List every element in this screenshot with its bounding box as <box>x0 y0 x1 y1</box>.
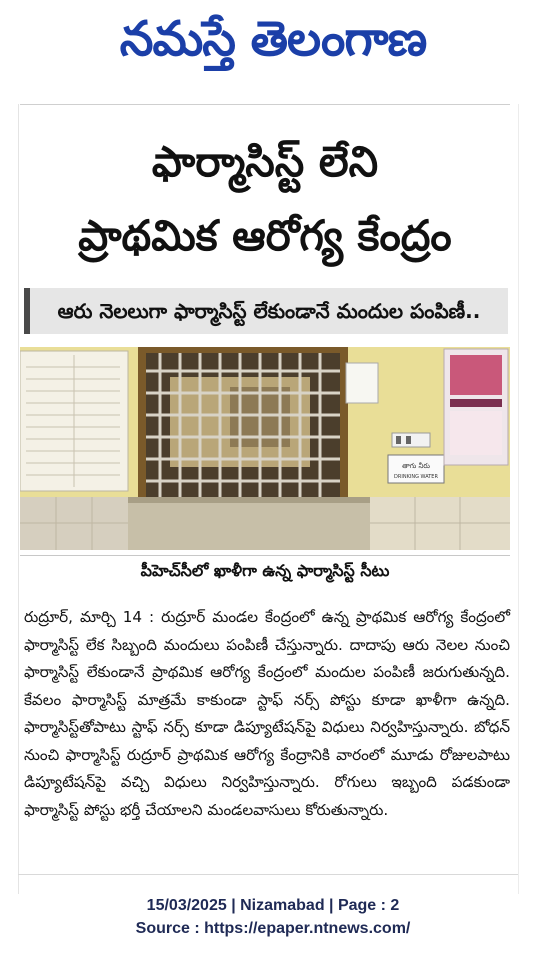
source-info: Source : https://epaper.ntnews.com/ <box>135 920 411 937</box>
article-photo <box>20 347 510 550</box>
sign-text: తాగు నీరు <box>402 462 430 470</box>
clipping-left-border <box>18 104 19 894</box>
bottom-divider <box>18 874 518 875</box>
sign-subtext: DRINKING WATER <box>394 474 438 480</box>
photo-illustration <box>20 347 510 550</box>
article-body: రుద్రూర్, మార్చి 14 : రుద్రూర్ మండల కేంద్రంలో ఉన్న ప్రాథమిక ఆరోగ్య కేంద్రంలో ఫార్మాసిస్ట్ లేక సిబ్బంది మందులు పంపిణీ చేస్తున్నారు. దాదాపు ఆరు నెలల నుంచి ఫార్మాసిస్ట్ లేకుండానే ప్రాథమిక ఆరోగ్య కేంద్రంలో మందుల పంపిణీ జరుగుతున్నది. కేవలం ఫార్మాసిస్ట్ మాత్రమే కాకుండా స్టాఫ్ నర్స్ పోస్టు కూడా ఖాళీగా ఉన్నది. ఫార్మాసిస్ట్‌తోపాటు స్టాఫ్ నర్స్ కూడా డిప్యూటేషన్‌పై విధులు నిర్వహిస్తున్నారు. బోధన్ నుంచి ఫార్మాసిస్ట్ రుద్రూర్ ప్రాథమిక ఆరోగ్య కేంద్రానికి వారంలో మూడు రోజులపాటు డిప్యూటేషన్‌పై వచ్చి విధులు నిర్వహిస్తున్నారు. రోగులు ఇబ్బంది పడకుండా ఫార్మాసిస్ట్ పోస్టు భర్తీ చేయాలని మండలవాసులు కోరుతున్నారు. <box>24 608 510 819</box>
clipping-right-border <box>518 104 519 894</box>
headline-line-1: ఫార్మాసిస్ట్ లేని <box>151 137 379 186</box>
edition-info: 15/03/2025 | Nizamabad | Page : 2 <box>146 897 400 914</box>
masthead-title: నమస్తే తెలంగాణ <box>119 11 427 67</box>
headline-line-2: ప్రాథమిక ఆరోగ్య కేంద్రం <box>78 211 452 260</box>
photo-caption: పీహెచ్‌సీలో ఖాళీగా ఉన్న ఫార్మాసిస్ట్ సీటు <box>140 561 390 580</box>
caption-divider <box>20 555 510 556</box>
top-divider <box>20 104 510 105</box>
sub-headline-deck: ఆరు నెలలుగా ఫార్మాసిస్ట్ లేకుండానే మందుల పంపిణీ.. <box>24 288 508 334</box>
